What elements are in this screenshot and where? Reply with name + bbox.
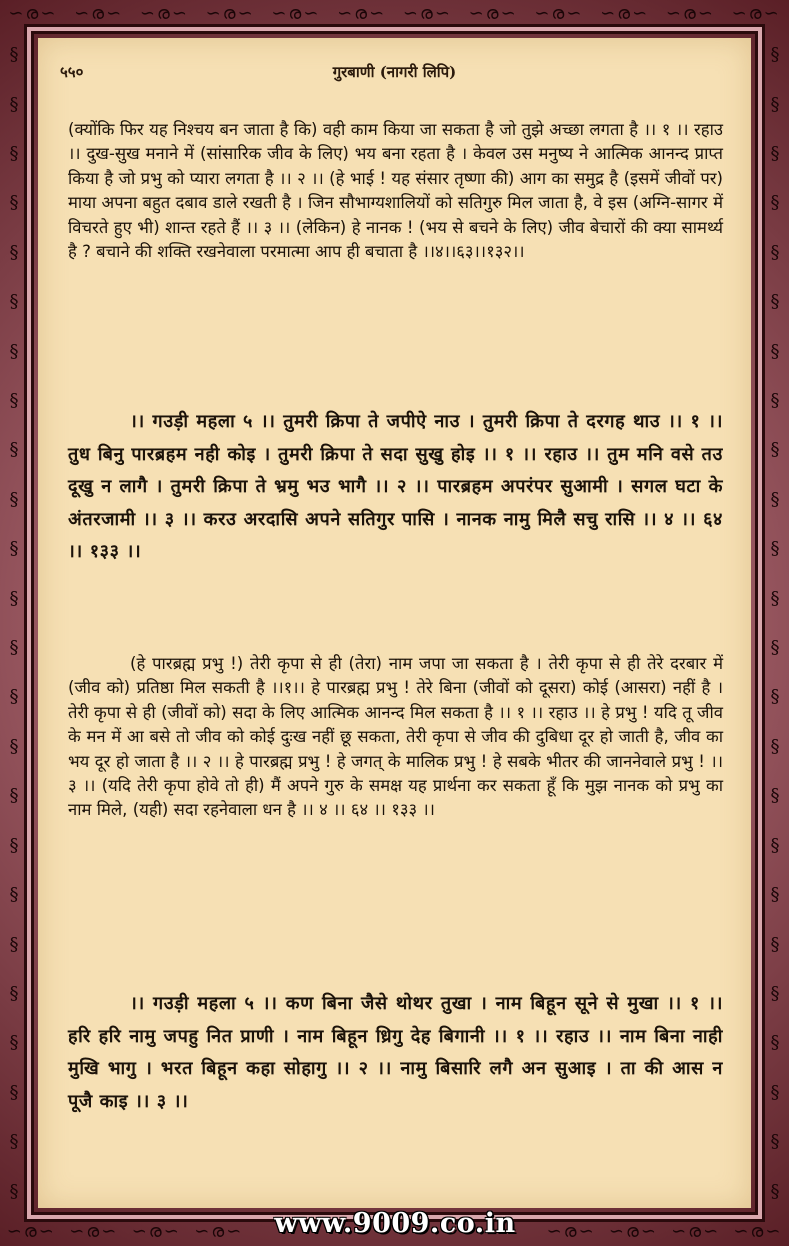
running-head-title: गुरबाणी (नागरी लिपि) [332, 63, 457, 81]
website-watermark: www.9009.co.in [274, 1208, 516, 1239]
shabad-paragraph-1 [68, 406, 723, 569]
ornament-right: § § § § § § § § § § § § § § § § § § § § § § § § [770, 44, 780, 1202]
shabad-paragraph-2 [68, 988, 723, 1118]
ornament-top: ∽ര∽ ∽ര∽ ∽ര∽ ∽ര∽ ∽ര∽ ∽ര∽ ∽ര∽ ∽ര∽ ∽ര∽ ∽ര∽ ∽ര∽ ∽ര∽ [8, 2, 781, 24]
shabad-text-2: ।। गउड़ी महला ५ ।। कण बिना जैसे थोथर तुखा । नाम बिहून सूने से मुखा ।। १ ।। हरि हरि नामु जपहु नित प्राणी । नाम बिहून ध्रिगु देह बिगानी ।। १ ।। रहाउ ।। नाम बिना नाही मुखि भागु । भरत बिहून कहा सोहागु ।। २ ।। नामु बिसारि लगै अन सुआइ । ता की आस न पूजै काइ ।। ३ ।। [68, 993, 723, 1112]
shabad-text-1: ।। गउड़ी महला ५ ।। तुमरी क्रिपा ते जपीऐ नाउ । तुमरी क्रिपा ते दरगह थाउ ।। १ ।। तुध बिनु पारब्रहम नही कोइ । तुमरी क्रिपा ते सदा सुखु होइ ।। १ ।। रहाउ ।। तुम मनि वसे तउ दूखु न लागै । तुमरी क्रिपा ते भ्रमु भउ भागै ।। २ ।। पारब्रहम अपरंपर सुआमी । सगल घटा के अंतरजामी ।। ३ ।। करउ अरदासि अपने सतिगुर पासि । नानक नामु मिलै सचु रासि ।। ४ ।। ६४ ।। १३३ ।। [68, 411, 723, 563]
translation-paragraph-2 [68, 652, 723, 823]
translation-paragraph-1: (क्योंकि फिर यह निश्चय बन जाता है कि) वही काम किया जा सकता है जो तुझे अच्छा लगता है ।। १ ।। रहाउ ।। दुख-सुख मनाने में (सांसारिक जीव के लिए) भय बना रहता है । केवल उस मनुष्य ने आत्मिक आनन्द प्राप्त किया है जो प्रभु को प्यारा लगता है ।। २ ।। (हे भाई ! यह संसार तृष्णा की) आग का समुद्र है (इसमें जीवों पर) माया अपना बहुत दबाव डाले रखती है । जिन सौभाग्यशालियों को सतिगुरु मिल जाता है, वे इस (अग्नि-सागर में विचरते हुए भी) शान्त रहते हैं ।। ३ ।। (लेकिन) हे नानक ! (भय से बचने के लिए) जीव बेचारों की क्या सामर्थ्य है ? बचाने की शक्ति रखनेवाला परमात्मा आप ही बचाता है ।।४।।६३।।१३२।। [68, 120, 724, 262]
translation-text-2: (हे पारब्रह्म प्रभु !) तेरी कृपा से ही (तेरा) नाम जपा जा सकता है । तेरी कृपा से ही तेरे दरबार में (जीव को) प्रतिष्ठा मिल सकती है ।।१।। हे पारब्रह्म प्रभु ! तेरे बिना (जीवों को दूसरा) कोई (आसरा) नहीं है । तेरी कृपा से ही (जीवों को) सदा के लिए आत्मिक आनन्द मिल सकता है ।। १ ।। रहाउ ।। हे प्रभु ! यदि तू जीव के मन में आ बसे तो जीव को कोई दुःख नहीं छू सकता, तेरी कृपा से जीव की दुबिधा दूर हो जाती है, जीव का भय दूर हो जाता है ।। २ ।। हे पारब्रह्म प्रभु ! हे जगत् के मालिक प्रभु ! हे सबके भीतर की जाननेवाले प्रभु ! ।। ३ ।। (यदि तेरी कृपा होवे तो ही) मैं अपने गुरु के समक्ष यह प्रार्थना कर सकता हूँ कि मुझ नानक को प्रभु का नाम मिले, (यही) सदा रहनेवाला धन है ।। ४ ।। ६४ ।। १३३ ।। [68, 654, 723, 820]
book-page [38, 38, 751, 1208]
ornament-bottom-left: ∽ര∽ ∽ര∽ ∽ര∽ ∽ര∽ [6, 1220, 244, 1242]
ornament-bottom-right: ∽ര∽ ∽ര∽ ∽ര∽ ∽ര∽ [546, 1220, 783, 1242]
page-header [60, 62, 729, 86]
page-number: ५५० [60, 63, 84, 81]
ornament-left: § § § § § § § § § § § § § § § § § § § § § § § § [9, 44, 19, 1202]
